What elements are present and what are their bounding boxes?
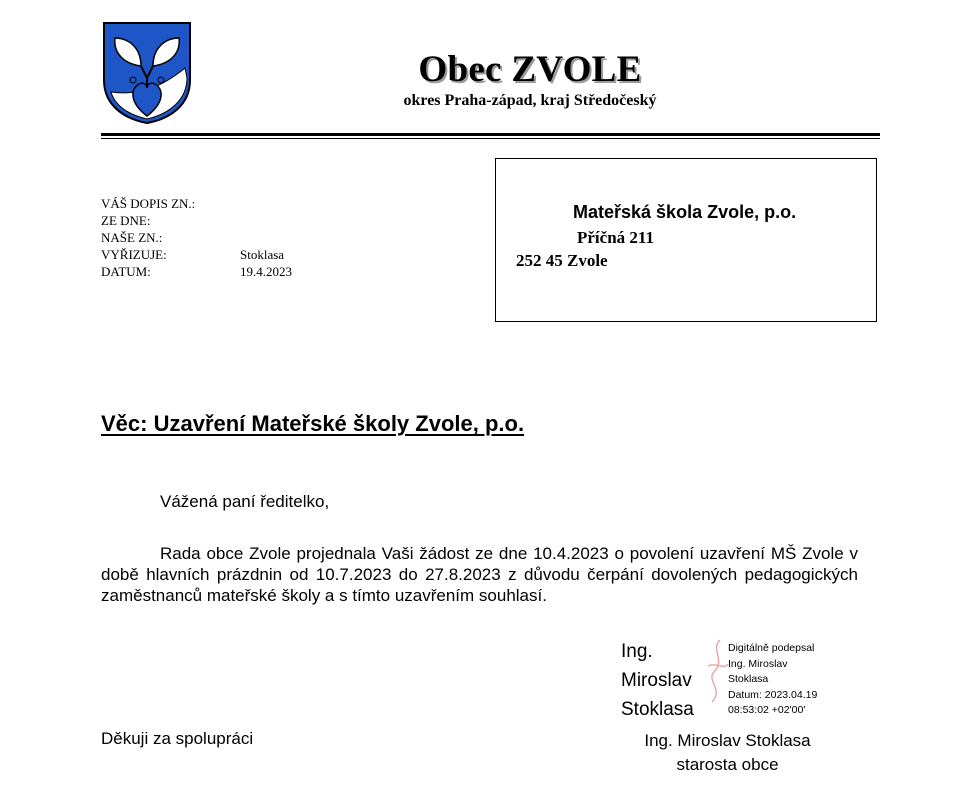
signature-info-line: Stoklasa (728, 673, 769, 685)
reference-block (101, 195, 292, 280)
reference-label: NAŠE ZN.: (101, 230, 163, 245)
district-subtitle: okres Praha-západ, kraj Středočeský (403, 92, 657, 109)
signature-info-line: 08:53:02 +02'00' (728, 704, 806, 716)
signature-stroke-icon (702, 636, 730, 706)
reference-label: DATUM: (101, 264, 151, 279)
letter-greeting: Vážená paní ředitelko, (160, 492, 330, 511)
reference-label: VÁŠ DOPIS ZN.: (101, 196, 196, 211)
signature-info-line: Ing. Miroslav (728, 657, 788, 670)
signature-info-line: Datum: 2023.04.19 (728, 688, 818, 701)
letter-subject: Věc: Uzavření Mateřské školy Zvole, p.o. (101, 411, 525, 436)
digital-signature-name (621, 637, 694, 724)
digital-signature-info (728, 641, 817, 719)
reference-value: Stoklasa (240, 247, 285, 262)
reference-row (101, 195, 292, 212)
signer-name: Ing. Miroslav Stoklasa (644, 731, 811, 750)
closing-text: Děkuji za spolupráci (101, 729, 254, 748)
reference-row (101, 263, 292, 280)
coat-of-arms-icon (101, 20, 193, 124)
reference-label: ZE DNE: (101, 213, 151, 228)
reference-label: VYŘIZUJE: (101, 247, 167, 262)
reference-row (101, 212, 292, 229)
reference-row (101, 229, 292, 246)
signature-name-line: Stoklasa (621, 699, 694, 720)
header-rule (101, 133, 880, 136)
signature-name-line: Ing. (621, 641, 653, 662)
recipient-street: Příčná 211 (577, 228, 654, 247)
signature-name-line: Miroslav (621, 670, 692, 691)
recipient-address-box (495, 158, 877, 322)
signer-title: starosta obce (676, 755, 779, 774)
reference-row (101, 246, 292, 263)
letter-body: Rada obce Zvole projednala Vaši žádost ze dne 10.4.2023 o povolení uzavření MŠ Zvole v době hlavních prázdnin od 10.7.2023 do 27.8.2023 z důvodu čerpání dovolených pedagogických zaměstnanců mateřské školy a s tímto uzavřením souhlasí. (101, 544, 858, 605)
recipient-city: 252 45 Zvole (516, 251, 608, 270)
municipality-title: Obec ZVOLE (418, 49, 642, 90)
header-rule-thin (101, 138, 880, 139)
recipient-name: Mateřská škola Zvole, p.o. (573, 202, 797, 222)
reference-value: 19.4.2023 (240, 264, 292, 279)
signature-info-line: Digitálně podepsal (728, 642, 815, 654)
signer-block (600, 729, 855, 777)
